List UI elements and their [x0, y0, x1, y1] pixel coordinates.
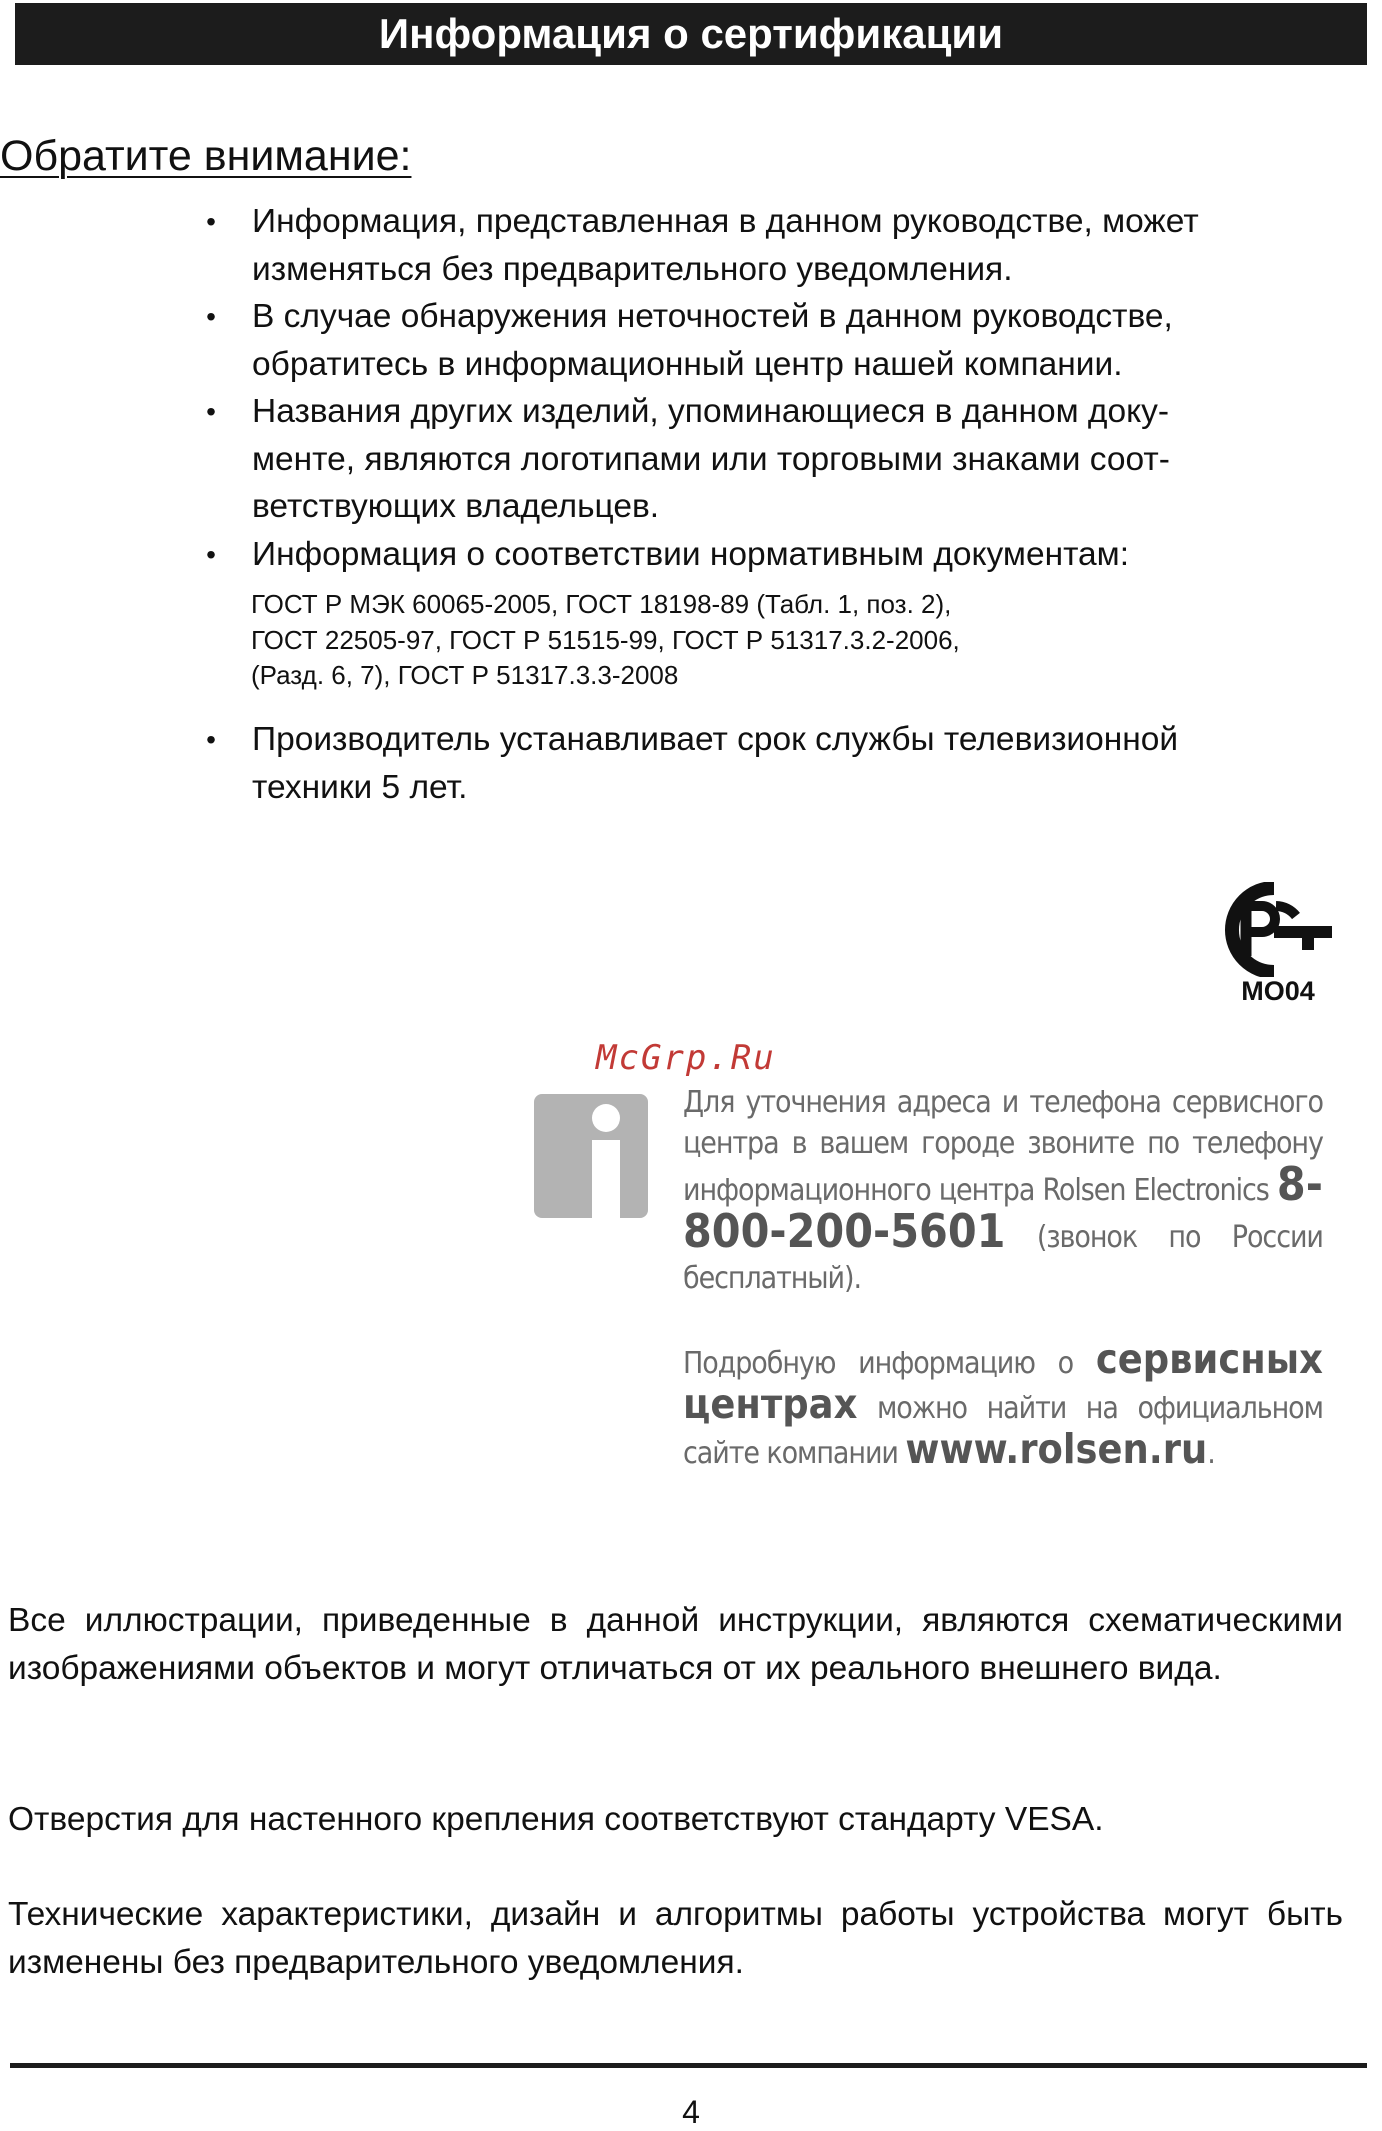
info-icon: [534, 1094, 648, 1218]
notice-title: Обратите внимание:: [0, 132, 412, 180]
bullet-icon: •: [206, 301, 216, 332]
service-info: [683, 1082, 1323, 1474]
page-header: Информация о сертификации: [15, 3, 1367, 65]
list-item-text: Информация о соответствии нормативным документам:: [252, 535, 1130, 573]
footer-divider: [10, 2063, 1367, 2068]
service-phone: 8-800-200-5601: [683, 1157, 1323, 1258]
service-phone-note: (звонок по России бесплатный).: [683, 1220, 1323, 1296]
service-site-link: www.rolsen.ru: [905, 1425, 1208, 1473]
specs-paragraph: Технические характеристики, дизайн и алгоритмы работы устройства могут быть изменены без предварительного уведомления.: [8, 1896, 1343, 1981]
list-item-text: Производитель устанавливает срок службы телевизионной техники 5 лет.: [252, 721, 1179, 806]
service-centers-em: сервисных центрах: [683, 1335, 1323, 1428]
notice-list-last: [200, 716, 1382, 811]
list-item: [200, 388, 1382, 531]
page-number: 4: [682, 2094, 700, 2130]
bullet-icon: •: [206, 206, 216, 237]
service-intro: Для уточнения адреса и телефона сервисного центра в вашем городе звоните по телефону информационного центра Rolsen Electronics: [683, 1085, 1323, 1208]
bullet-icon: •: [206, 396, 216, 427]
illustrations-paragraph: Все иллюстрации, приведенные в данной инструкции, являются схематическими изображениями объектов и могут отличаться от их реального внешнего вида.: [8, 1602, 1343, 1687]
list-item-text: Названия других изделий, упоминающиеся в данном доку- менте, являются логотипами или торговыми знаками соот- ветствующих владельцев.: [252, 393, 1170, 525]
bullet-icon: •: [206, 538, 216, 570]
list-item-text: В случае обнаружения неточностей в данном руководстве, обратитесь в информационный центр нашей компании.: [252, 298, 1173, 383]
bullet-icon: •: [206, 724, 216, 755]
list-item: [200, 531, 1382, 579]
certification-code: МО04: [1241, 976, 1315, 1006]
list-item-text: Информация, представленная в данном руководстве, может изменяться без предварительного уведомления.: [252, 203, 1199, 288]
standards-list: ГОСТ Р МЭК 60065-2005, ГОСТ 18198-89 (Табл. 1, поз. 2), ГОСТ 22505-97, ГОСТ Р 51515-99, ГОСТ Р 51317.3.2-2006, (Разд. 6, 7), ГОСТ Р 51317.3.3-2008: [251, 589, 960, 690]
list-item: [200, 716, 1382, 811]
vesa-paragraph: Отверстия для настенного крепления соответствуют стандарту VESA.: [8, 1801, 1104, 1838]
service-site-suffix: .: [1207, 1436, 1215, 1471]
notice-list: [200, 198, 1382, 578]
service-details-mid: можно найти на официальном сайте компании: [683, 1391, 1323, 1471]
list-item: [200, 293, 1382, 388]
watermark: McGrp.Ru: [596, 1038, 776, 1078]
service-details-pre: Подробную информацию о: [683, 1346, 1074, 1381]
list-item: [200, 198, 1382, 293]
